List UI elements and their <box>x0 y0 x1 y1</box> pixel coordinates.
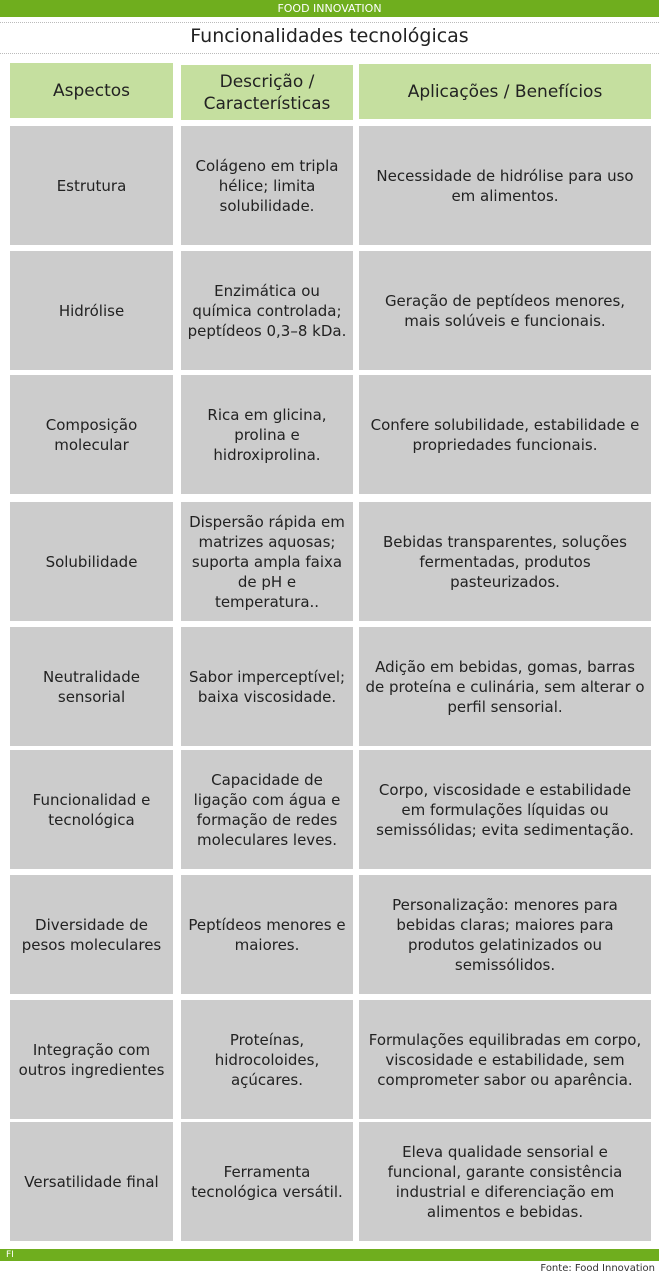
row-description: Sabor imperceptível; baixa viscosidade. <box>181 627 353 746</box>
source-note: Fonte: Food Innovation <box>540 1263 655 1274</box>
header-aplicacoes: Aplicações / Benefícios <box>359 64 651 119</box>
row-description: Dispersão rápida em matrizes aquosas; suporta ampla faixa de pH e temperatura.. <box>181 502 353 621</box>
row-application: Geração de peptídeos menores, mais solúveis e funcionais. <box>359 251 651 370</box>
row-application: Confere solubilidade, estabilidade e propriedades funcionais. <box>359 375 651 494</box>
footer-bar: FI <box>0 1249 659 1261</box>
row-application: Formulações equilibradas em corpo, viscosidade e estabilidade, sem comprometer sabor ou aparência. <box>359 1000 651 1119</box>
row-application: Bebidas transparentes, soluções fermentadas, produtos pasteurizados. <box>359 502 651 621</box>
brand-bar: FOOD INNOVATION <box>0 0 659 17</box>
row-application: Adição em bebidas, gomas, barras de proteína e culinária, sem alterar o perfil sensorial. <box>359 627 651 746</box>
divider <box>0 53 659 54</box>
row-description: Capacidade de ligação com água e formação de redes moleculares leves. <box>181 750 353 869</box>
header-aspectos: Aspectos <box>10 63 173 118</box>
row-aspect: Diversidade de pesos moleculares <box>10 875 173 994</box>
row-application: Corpo, viscosidade e estabilidade em formulações líquidas ou semissólidas; evita sedimentação. <box>359 750 651 869</box>
row-aspect: Hidrólise <box>10 251 173 370</box>
row-aspect: Composição molecular <box>10 375 173 494</box>
row-application: Eleva qualidade sensorial e funcional, garante consistência industrial e diferenciação em alimentos e bebidas. <box>359 1122 651 1241</box>
row-description: Ferramenta tecnológica versátil. <box>181 1122 353 1241</box>
row-description: Proteínas, hidrocoloides, açúcares. <box>181 1000 353 1119</box>
row-aspect: Neutralidade sensorial <box>10 627 173 746</box>
row-description: Colágeno em tripla hélice; limita solubilidade. <box>181 126 353 245</box>
row-aspect: Funcionalidad e tecnológica <box>10 750 173 869</box>
row-description: Peptídeos menores e maiores. <box>181 875 353 994</box>
row-description: Enzimática ou química controlada; peptídeos 0,3–8 kDa. <box>181 251 353 370</box>
row-aspect: Versatilidade final <box>10 1122 173 1241</box>
row-description: Rica em glicina, prolina e hidroxiprolina. <box>181 375 353 494</box>
row-aspect: Solubilidade <box>10 502 173 621</box>
row-aspect: Integração com outros ingredientes <box>10 1000 173 1119</box>
header-descricao: Descrição / Características <box>181 65 353 120</box>
row-application: Personalização: menores para bebidas claras; maiores para produtos gelatinizados ou semissólidos. <box>359 875 651 994</box>
row-application: Necessidade de hidrólise para uso em alimentos. <box>359 126 651 245</box>
row-aspect: Estrutura <box>10 126 173 245</box>
page-title: Funcionalidades tecnológicas <box>190 25 469 47</box>
